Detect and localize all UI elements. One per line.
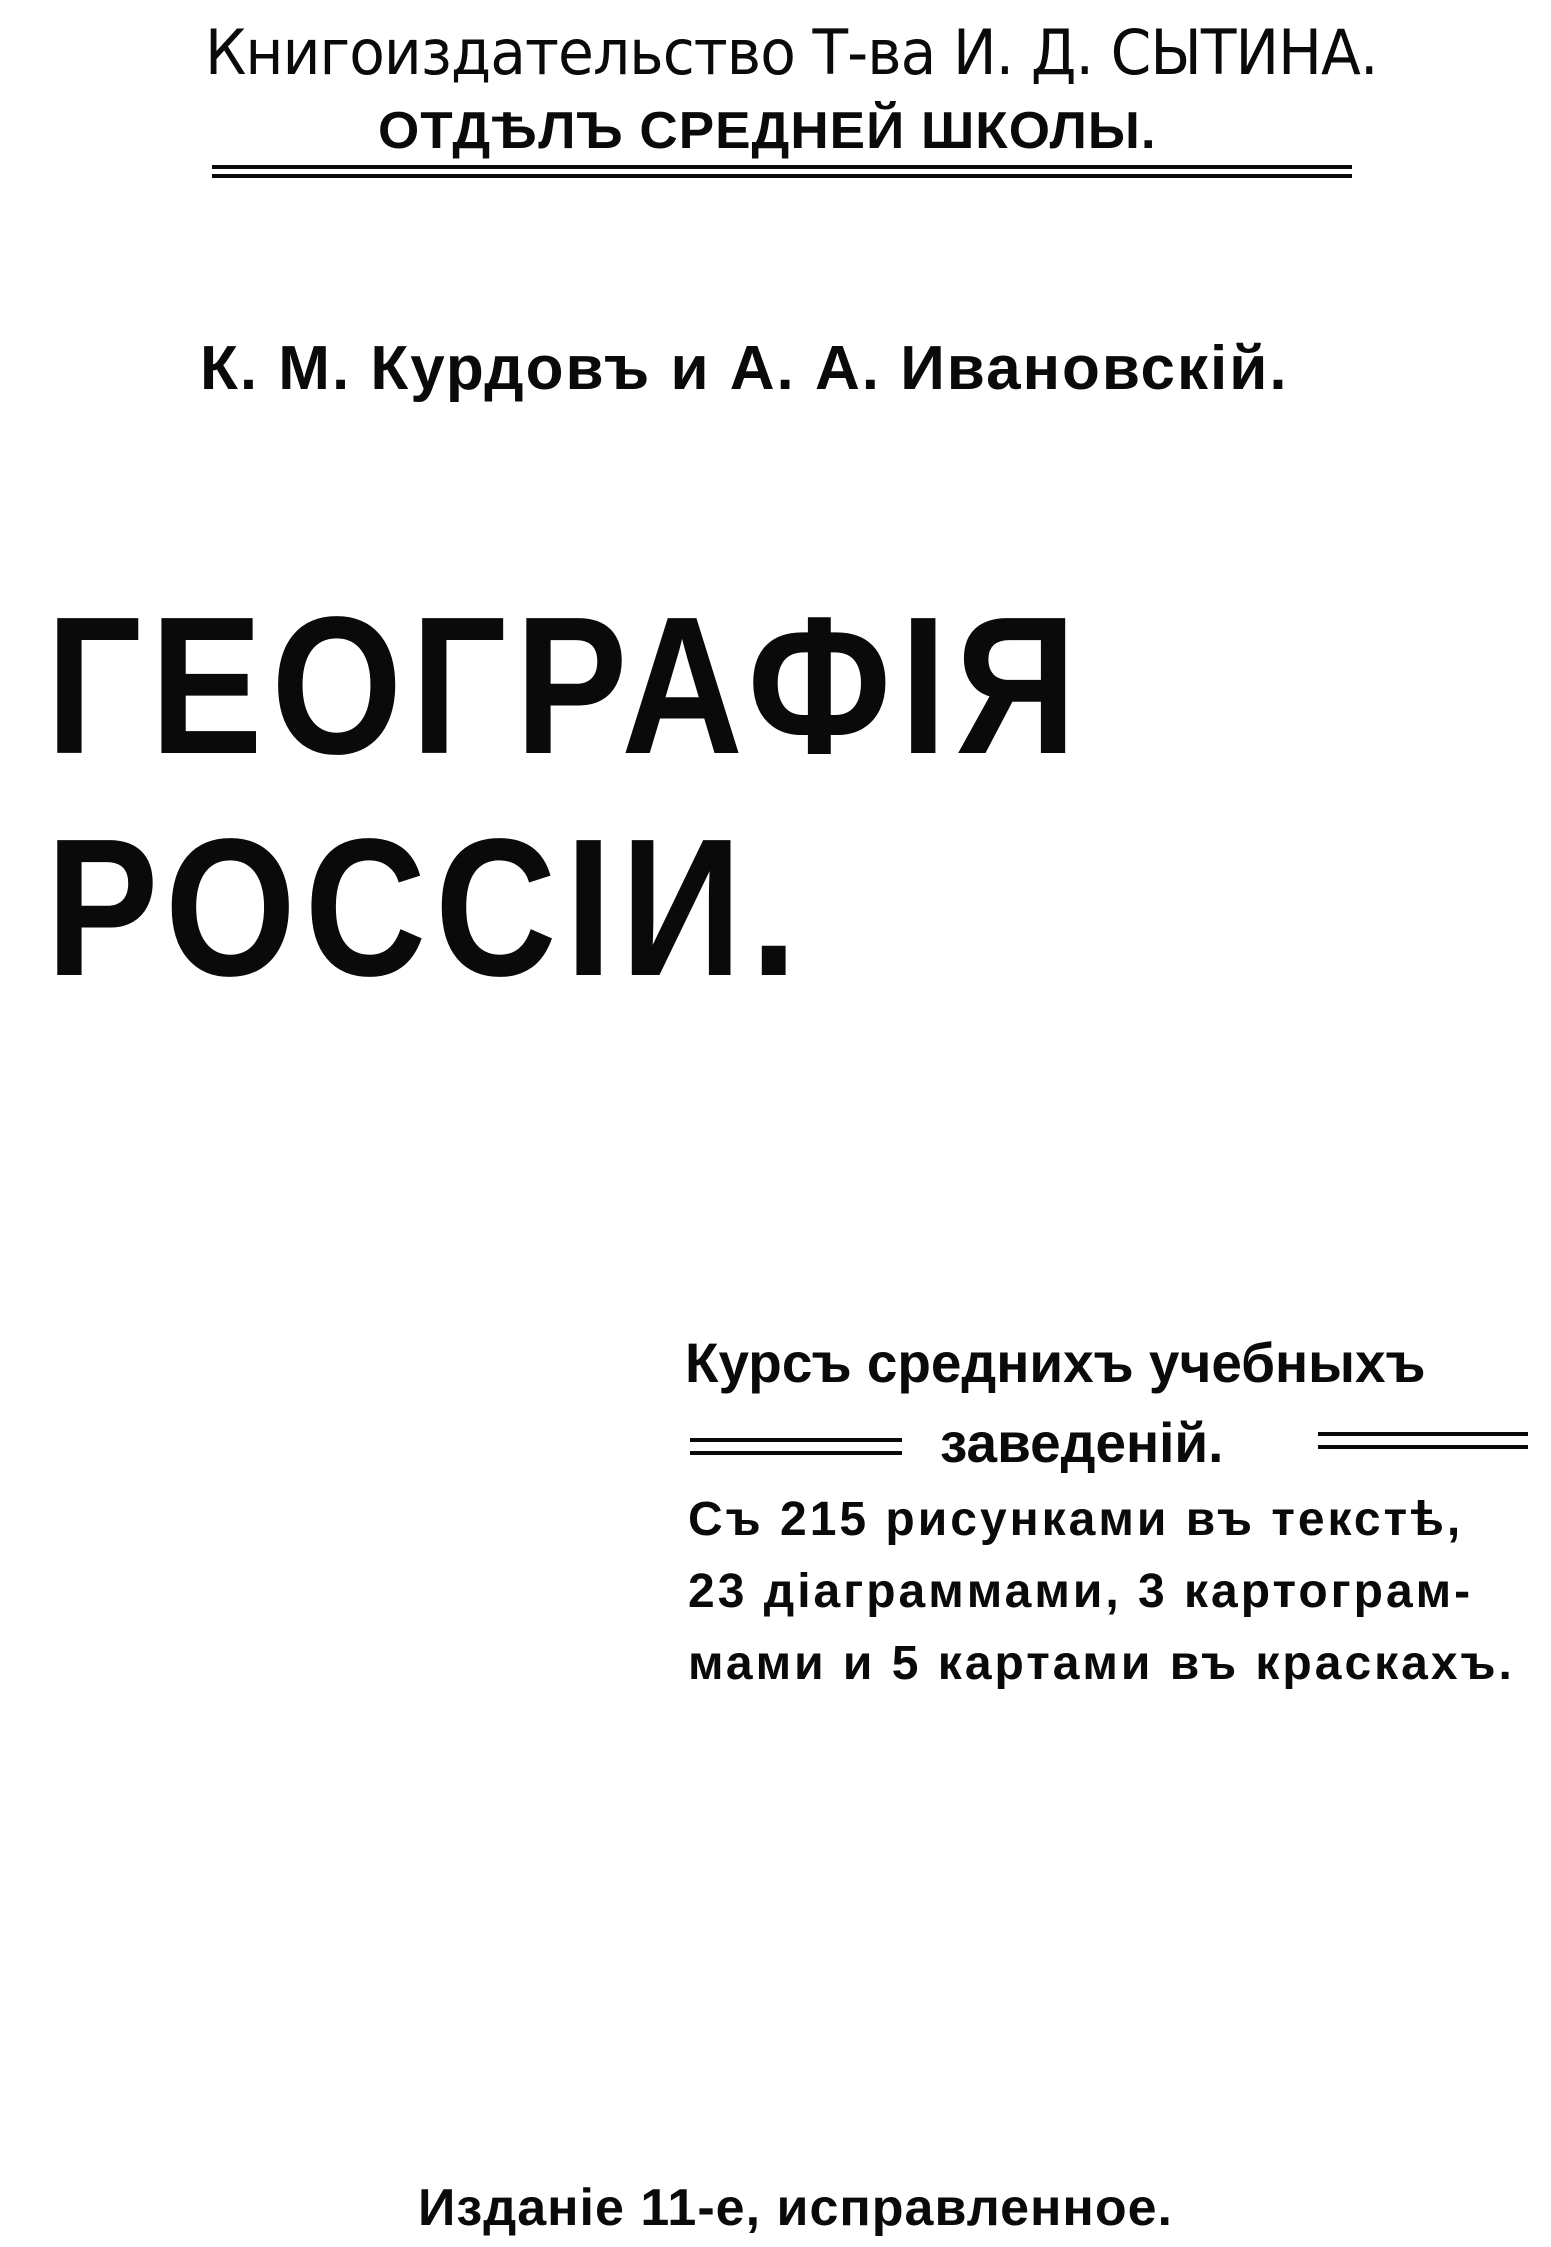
illustrations-line-2: 23 діаграммами, 3 картограм- (688, 1565, 1474, 1618)
book-title-line-1: ГЕОГРАФІЯ (46, 576, 1086, 795)
course-line-2: заведеній. (940, 1411, 1224, 1474)
authors-line: К. М. Курдовъ и А. А. Ивановскій. (200, 334, 1289, 403)
course-rule-left (690, 1438, 902, 1458)
header-double-rule (212, 165, 1352, 179)
illustrations-line-3: мами и 5 картами въ краскахъ. (688, 1637, 1515, 1690)
course-line-1: Курсъ среднихъ учебныхъ (685, 1331, 1426, 1394)
edition-line: Изданіе 11-е, исправленное. (418, 2179, 1173, 2237)
book-title-line-2: РОССІИ. (46, 798, 806, 1017)
publisher-line: Книгоиздательство Т-ва И. Д. СЫТИНА. (205, 16, 1378, 89)
department-line: ОТДѢЛЪ СРЕДНЕЙ ШКОЛЫ. (378, 102, 1157, 160)
course-rule-right (1318, 1432, 1528, 1452)
illustrations-line-1: Съ 215 рисунками въ текстѣ, (688, 1493, 1464, 1546)
